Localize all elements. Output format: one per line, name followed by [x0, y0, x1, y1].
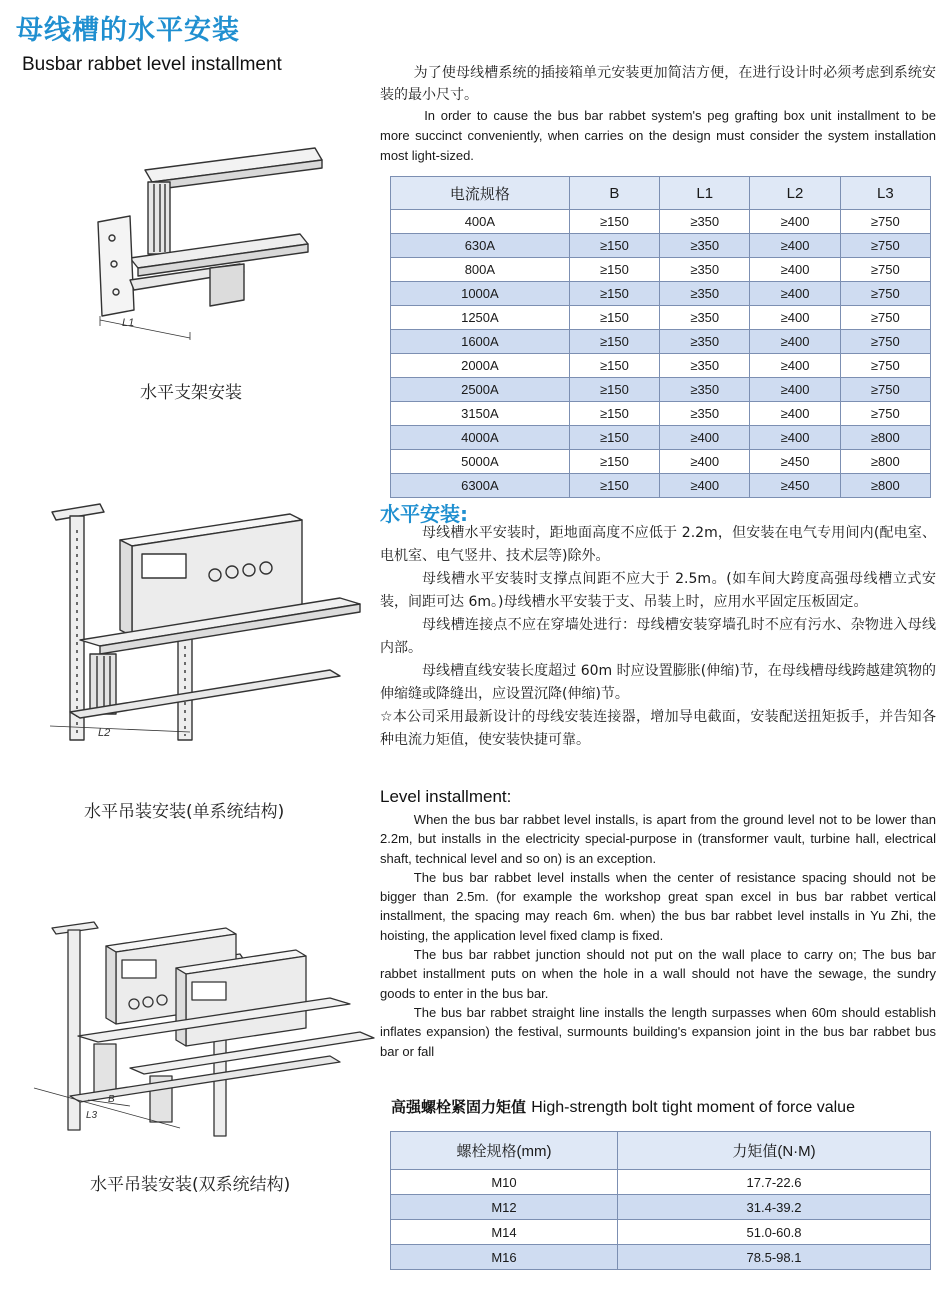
page-subtitle: Busbar rabbet level installment	[22, 54, 282, 75]
section-cn-paragraph: 母线槽连接点不应在穿墙处进行：母线槽安装穿墙孔时不应有污水、杂物进入母线内部。	[380, 617, 936, 656]
spec-header-cell: 电流规格	[391, 177, 570, 210]
table-cell: ≥150	[569, 354, 659, 378]
table-cell: ≥150	[569, 306, 659, 330]
table-cell: ≥150	[569, 474, 659, 498]
table-cell: ≥150	[569, 450, 659, 474]
table-row	[391, 330, 931, 354]
table-cell: ≥400	[750, 210, 840, 234]
section-cn-paragraph: 母线槽直线安装长度超过 60m 时应设置膨胀(伸缩)节，在母线槽母线跨越建筑物的伸缩缝或降缝出，应设置沉降(伸缩)节。	[380, 663, 936, 702]
table-cell: 6300A	[391, 474, 570, 498]
table-row	[391, 306, 931, 330]
table-cell: ≥150	[569, 210, 659, 234]
section-en-paragraph: The bus bar rabbet level installs when the center of resistance spacing should not be bigger than 2.5m. (for example the workshop great span excel in bus bar rabbet vertical installment, the spacing may reach 6m. when) the bus bar rabbet level installs in Yu Zhi, the hoisting, the application level fixed clamp is fixed.	[380, 869, 936, 943]
table-cell: ≥750	[840, 354, 930, 378]
table-cell: ≥150	[569, 258, 659, 282]
section-cn-paragraph: 母线槽水平安装时支撑点间距不应大于 2.5m。(如车间大跨度高强母线槽立式安装，间距可达 6m。)母线槽水平安装于支、吊装上时，应用水平固定压板固定。	[380, 571, 936, 610]
table-cell: ≥800	[840, 474, 930, 498]
table-cell: ≥750	[840, 402, 930, 426]
table-cell: ≥350	[660, 306, 750, 330]
table-row	[391, 282, 931, 306]
table-row	[391, 1170, 931, 1195]
table-cell: ≥400	[750, 330, 840, 354]
table-cell: 4000A	[391, 426, 570, 450]
table-cell: 51.0-60.8	[618, 1220, 931, 1245]
table-row	[391, 234, 931, 258]
spec-header-cell: B	[569, 177, 659, 210]
table-cell: ≥800	[840, 450, 930, 474]
table-cell: ≥350	[660, 402, 750, 426]
table-row	[391, 1195, 931, 1220]
table-cell: 2500A	[391, 378, 570, 402]
spec-table-header	[391, 177, 931, 210]
table-cell: M10	[391, 1170, 618, 1195]
bolt-header-cell: 力矩值(N·M)	[618, 1132, 931, 1170]
table-cell: 1600A	[391, 330, 570, 354]
table-cell: ≥800	[840, 426, 930, 450]
table-cell: ≥450	[750, 474, 840, 498]
spec-header-cell: L2	[750, 177, 840, 210]
intro-text-cn: 为了使母线槽系统的插接箱单元安装更加简洁方便，在进行设计时必须考虑到系统安装的最小尺寸。	[380, 65, 936, 103]
fig2-caption: 水平吊装安装(单系统结构)	[84, 802, 285, 822]
table-cell: ≥400	[750, 402, 840, 426]
table-cell: ≥750	[840, 258, 930, 282]
table-cell: 17.7-22.6	[618, 1170, 931, 1195]
table-cell: ≥400	[660, 450, 750, 474]
table-cell: M16	[391, 1245, 618, 1270]
bolt-table-header	[391, 1132, 931, 1170]
fig3-dimension-label-l3: L3	[86, 1110, 98, 1121]
table-cell: 1000A	[391, 282, 570, 306]
section-cn-paragraph: ☆本公司采用最新设计的母线安装连接器，增加导电截面，安装配送扭矩扳手，并告知各种电流力矩值，使安装快捷可靠。	[380, 709, 936, 748]
table-cell: ≥350	[660, 258, 750, 282]
bolt-title-en: High-strength bolt tight moment of force value	[531, 1099, 855, 1116]
table-row	[391, 450, 931, 474]
table-cell: M14	[391, 1220, 618, 1245]
spec-header-cell: L3	[840, 177, 930, 210]
table-cell: ≥350	[660, 210, 750, 234]
section-en-paragraph: The bus bar rabbet straight line installs the length surpasses when 60m should establish inflates expansion) the festival, surmounts building's expansion joint in the bus bar rabbet bus bar or fall	[380, 1004, 936, 1059]
table-cell: ≥350	[660, 330, 750, 354]
fig1-dimension-label: L1	[122, 317, 135, 329]
intro-text-en: In order to cause the bus bar rabbet system's peg grafting box unit installment to be more succinct conveniently, when carries on the design must consider the system installation most light-sized.	[380, 108, 936, 163]
spec-table	[390, 176, 931, 498]
table-cell: 78.5-98.1	[618, 1245, 931, 1270]
table-cell: ≥400	[660, 426, 750, 450]
table-cell: 800A	[391, 258, 570, 282]
table-cell: 2000A	[391, 354, 570, 378]
table-row	[391, 474, 931, 498]
table-cell: ≥750	[840, 306, 930, 330]
page-title: 母线槽的水平安装	[16, 15, 240, 46]
table-cell: ≥750	[840, 234, 930, 258]
table-cell: ≥400	[750, 258, 840, 282]
single-hanging-illustration	[40, 500, 370, 750]
table-cell: ≥350	[660, 378, 750, 402]
table-row	[391, 426, 931, 450]
table-cell: ≥750	[840, 210, 930, 234]
table-cell: ≥350	[660, 282, 750, 306]
section-heading-cn: 水平安装:	[380, 502, 468, 526]
table-cell: ≥400	[750, 354, 840, 378]
table-cell: ≥400	[750, 306, 840, 330]
table-cell: ≥350	[660, 354, 750, 378]
table-cell: ≥750	[840, 282, 930, 306]
section-en-paragraph: The bus bar rabbet junction should not put on the wall place to carry on; The bus bar rabbet installment puts on when the hole in a wall should not have the sewage, the sundry goods to enter in the bus bar.	[380, 947, 936, 1001]
table-cell: 5000A	[391, 450, 570, 474]
bolt-torque-table	[390, 1131, 931, 1270]
table-cell: ≥150	[569, 330, 659, 354]
bolt-title-cn: 高强螺栓紧固力矩值	[391, 1098, 527, 1116]
table-cell: 630A	[391, 234, 570, 258]
double-hanging-illustration	[30, 920, 380, 1140]
table-cell: 31.4-39.2	[618, 1195, 931, 1220]
section-body-en	[380, 810, 936, 1061]
table-cell: ≥150	[569, 402, 659, 426]
table-cell: ≥150	[569, 426, 659, 450]
fig1-caption: 水平支架安装	[140, 383, 242, 403]
table-row	[391, 402, 931, 426]
table-row	[391, 1245, 931, 1270]
section-en-paragraph: When the bus bar rabbet level installs, is apart from the ground level not to be lower than 2.2m, but installs in the electricity special-purpose in (transformer vault, turbine hall, electrical shaft, technical level and so on) is an exception.	[380, 812, 936, 866]
table-cell: ≥400	[750, 378, 840, 402]
table-cell: ≥150	[569, 378, 659, 402]
table-cell: ≥750	[840, 330, 930, 354]
table-row	[391, 378, 931, 402]
table-cell: 400A	[391, 210, 570, 234]
table-cell: ≥400	[750, 426, 840, 450]
table-cell: ≥450	[750, 450, 840, 474]
table-cell: M12	[391, 1195, 618, 1220]
table-row	[391, 1220, 931, 1245]
section-heading-en: Level installment:	[380, 787, 512, 806]
table-cell: ≥400	[750, 234, 840, 258]
bolt-header-cell: 螺栓规格(mm)	[391, 1132, 618, 1170]
table-row	[391, 210, 931, 234]
fig3-dimension-label-b: B	[108, 1094, 115, 1105]
table-cell: 3150A	[391, 402, 570, 426]
table-cell: ≥150	[569, 282, 659, 306]
table-cell: ≥400	[660, 474, 750, 498]
table-cell: 1250A	[391, 306, 570, 330]
table-cell: ≥400	[750, 282, 840, 306]
table-cell: ≥350	[660, 234, 750, 258]
fig3-caption: 水平吊装安装(双系统结构)	[90, 1175, 291, 1195]
spec-header-cell: L1	[660, 177, 750, 210]
table-row	[391, 258, 931, 282]
table-row	[391, 354, 931, 378]
table-cell: ≥150	[569, 234, 659, 258]
section-body-cn	[380, 522, 936, 752]
fig2-dimension-label: L2	[98, 727, 111, 739]
bolt-table-title	[391, 1096, 855, 1117]
table-cell: ≥750	[840, 378, 930, 402]
bracket-install-illustration	[60, 140, 340, 340]
section-cn-paragraph: 母线槽水平安装时，距地面高度不应低于 2.2m，但安装在电气专用间内(配电室、电机室、电气竖井、技术层等)除外。	[380, 525, 936, 564]
